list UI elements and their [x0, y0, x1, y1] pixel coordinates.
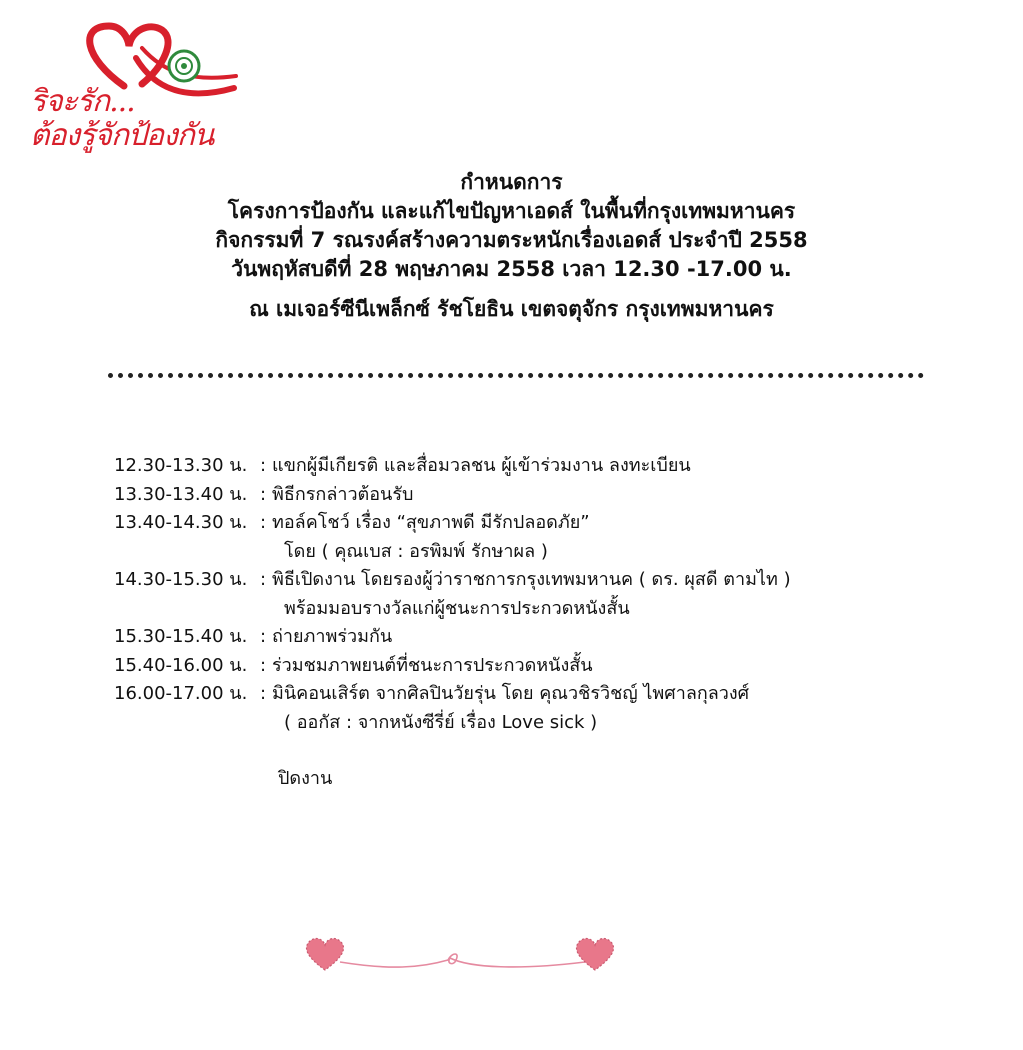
schedule-activity: มินิคอนเสิร์ต จากศิลปินวัยรุ่น โดย คุณวชิรวิชญ์ ไพศาลกุลวงศ์ [272, 683, 750, 704]
schedule-activity: พิธีเปิดงาน โดยรองผู้ว่าราชการกรุงเทพมหานค ( ดร. ผุสดี ตามไท ) [272, 569, 791, 590]
schedule-activity: ถ่ายภาพร่วมกัน [272, 626, 393, 647]
schedule-time: 13.40-14.30 น. [114, 512, 248, 533]
schedule-time: 15.40-16.00 น. [114, 654, 248, 676]
schedule-row [114, 481, 974, 510]
schedule-activity: ทอล์คโชว์ เรื่อง “สุขภาพดี มีรักปลอดภัย” [272, 512, 590, 533]
schedule-separator: : [260, 455, 267, 476]
schedule-continuation: พร้อมมอบรางวัลแก่ผู้ชนะการประกวดหนังสั้น [284, 597, 630, 619]
hearts-decoration [300, 930, 620, 980]
schedule-time: 16.00-17.00 น. [114, 683, 248, 704]
schedule-list [114, 452, 974, 737]
hearts-string-icon [300, 930, 620, 980]
project-name: โครงการป้องกัน และแก้ไขปัญหาเอดส์ ในพื้นที่กรุงเทพมหานคร [227, 199, 796, 223]
schedule-continuation: โดย ( คุณเบส : อรพิมพ์ รักษาผล ) [284, 540, 548, 562]
logo-slogan-line2: ต้องรู้จักป้องกัน [30, 118, 214, 153]
schedule-row [114, 652, 974, 681]
schedule-time: 15.30-15.40 น. [114, 626, 248, 647]
schedule-time: 12.30-13.30 น. [114, 455, 248, 476]
event-venue: ณ เมเจอร์ซีนีเพล็กซ์ รัชโยธิน เขตจตุจักร กรุงเทพมหานคร [249, 297, 774, 321]
closing-text: ปิดงาน [278, 768, 333, 789]
logo-slogan-line1: ริจะรัก... [30, 84, 135, 119]
schedule-separator: : [260, 569, 267, 590]
schedule-row [114, 509, 974, 538]
schedule-separator: : [260, 654, 267, 676]
page-title: กำหนดการ [460, 170, 563, 194]
schedule-separator: : [260, 483, 267, 505]
left-heart-icon [306, 938, 343, 970]
schedule-activity: ร่วมชมภาพยนต์ที่ชนะการประกวดหนังสั้น [272, 654, 593, 676]
dotted-divider [108, 373, 924, 378]
schedule-row [114, 452, 974, 481]
schedule-time: 13.30-13.40 น. [114, 483, 248, 505]
document-header [0, 168, 1023, 324]
schedule-time: 14.30-15.30 น. [114, 569, 248, 590]
schedule-activity: พิธีกรกล่าวต้อนรับ [272, 483, 414, 505]
event-datetime: วันพฤหัสบดีที่ 28 พฤษภาคม 2558 เวลา 12.30 -17.00 น. [231, 257, 792, 281]
right-heart-icon [576, 938, 613, 970]
schedule-separator: : [260, 626, 267, 647]
schedule-activity: แขกผู้มีเกียรติ และสื่อมวลชน ผู้เข้าร่วมงาน ลงทะเบียน [272, 455, 691, 476]
schedule-separator: : [260, 512, 267, 533]
schedule-row [114, 680, 974, 709]
campaign-logo [24, 18, 244, 158]
schedule-separator: : [260, 683, 267, 704]
schedule-row [114, 623, 974, 652]
schedule-row [114, 566, 974, 595]
schedule-continuation: ( ออกัส : จากหนังซีรี่ย์ เรื่อง Love sick ) [284, 711, 598, 733]
city-seal-icon [164, 46, 204, 86]
activity-name: กิจกรรมที่ 7 รณรงค์สร้างความตระหนักเรื่องเอดส์ ประจำปี 2558 [215, 228, 808, 252]
